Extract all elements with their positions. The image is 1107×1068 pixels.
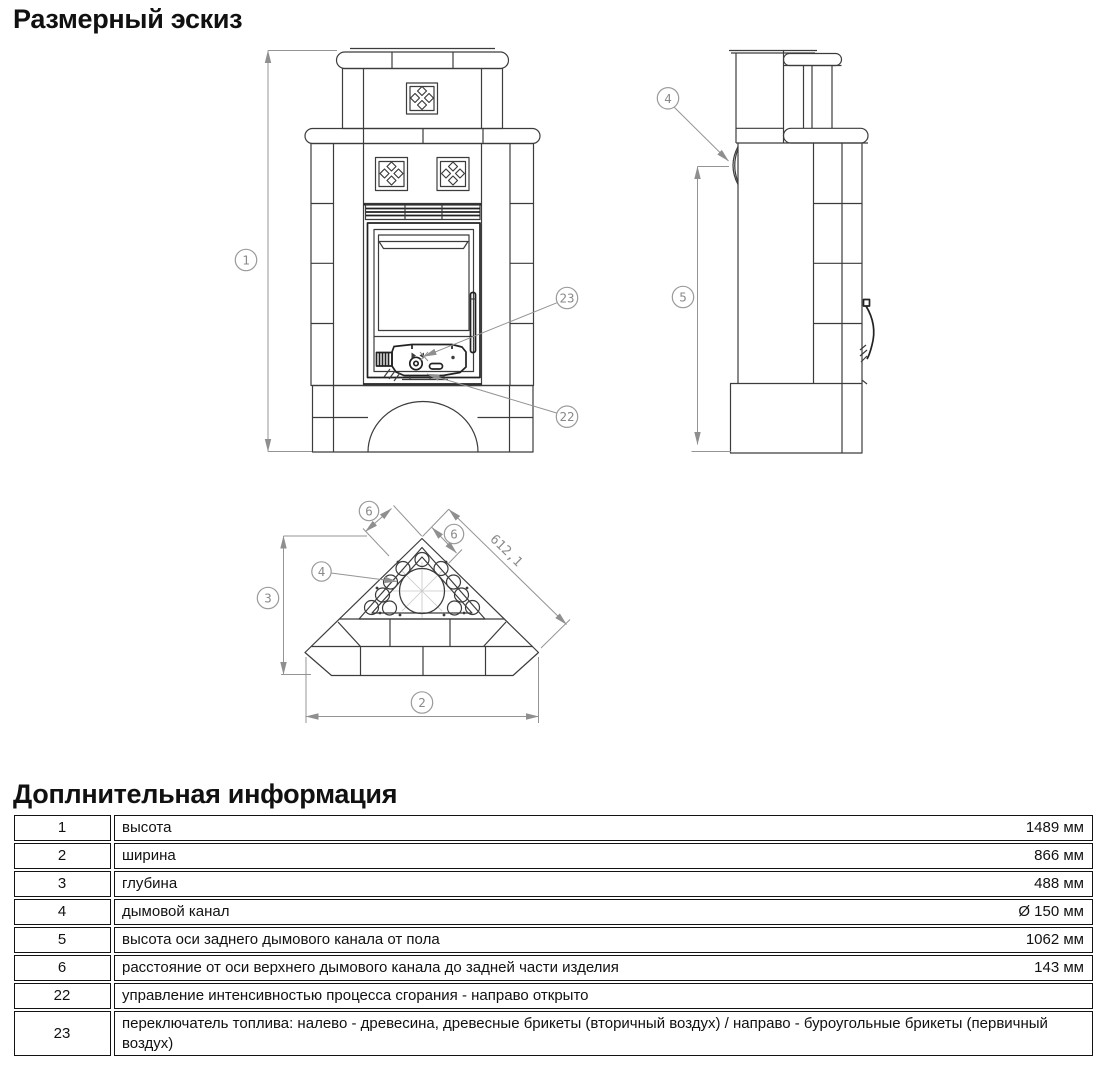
table-row bbox=[14, 983, 1093, 1009]
svg-text:3: 3 bbox=[264, 590, 272, 606]
table-row bbox=[14, 843, 1093, 869]
row-number: 5 bbox=[14, 927, 111, 953]
row-number: 2 bbox=[14, 843, 111, 869]
table-row bbox=[14, 871, 1093, 897]
row-label: расстояние от оси верхнего дымового канала до задней части изделия bbox=[122, 959, 619, 977]
row-label: дымовой канал bbox=[122, 903, 230, 921]
row-number: 23 bbox=[14, 1011, 111, 1056]
row-number: 1 bbox=[14, 815, 111, 841]
table-row bbox=[14, 927, 1093, 953]
callout-6-right bbox=[444, 524, 463, 543]
sketch-section-title: Размерный эскиз bbox=[13, 4, 243, 34]
additional-info-table bbox=[11, 813, 1096, 1058]
row-number: 4 bbox=[14, 899, 111, 925]
table-row bbox=[14, 1011, 1093, 1056]
svg-text:5: 5 bbox=[679, 289, 687, 305]
callout-6-left bbox=[359, 501, 378, 520]
front-view bbox=[235, 49, 577, 453]
row-value: 866 мм bbox=[1034, 847, 1084, 865]
fuel-switch-knob bbox=[410, 357, 422, 369]
row-label: глубина bbox=[122, 875, 178, 893]
smoke-outlet bbox=[733, 147, 738, 185]
svg-text:1: 1 bbox=[242, 252, 250, 268]
svg-text:6: 6 bbox=[450, 526, 458, 542]
decor-tile-right bbox=[437, 158, 469, 191]
row-value: 1489 мм bbox=[1025, 819, 1084, 837]
row-label: переключатель топлива: налево - древесина, древесные брикеты (вторичный воздух) / направо - буроугольные брикеты (первичный воздух) bbox=[122, 1015, 1048, 1052]
svg-text:6: 6 bbox=[365, 503, 373, 519]
svg-text:23: 23 bbox=[559, 290, 575, 306]
callout-4-flue-side bbox=[657, 88, 728, 161]
row-label: высота оси заднего дымового канала от пола bbox=[122, 931, 440, 949]
callout-1-height bbox=[235, 249, 256, 270]
svg-text:4: 4 bbox=[664, 90, 672, 106]
table-row bbox=[14, 899, 1093, 925]
intensity-slider-slot bbox=[430, 364, 443, 370]
table-row bbox=[14, 815, 1093, 841]
row-label: высота bbox=[122, 819, 172, 837]
control-unit bbox=[377, 345, 467, 382]
row-value: 143 мм bbox=[1034, 959, 1084, 977]
table-row bbox=[14, 955, 1093, 981]
callout-2-width bbox=[411, 692, 432, 713]
callout-23-fuel-switch bbox=[420, 287, 578, 361]
diagonal-dimension-label: 612,1 bbox=[486, 531, 526, 571]
top-view bbox=[257, 501, 570, 723]
row-number: 3 bbox=[14, 871, 111, 897]
side-view bbox=[657, 51, 873, 454]
row-value: Ø 150 мм bbox=[1018, 903, 1084, 921]
row-label: управление интенсивностью процесса сгорания - направо открыто bbox=[122, 987, 589, 1005]
decor-tile-top bbox=[411, 87, 434, 110]
info-section-title: Доплнительная информация bbox=[13, 779, 398, 809]
row-value: 1062 мм bbox=[1025, 931, 1084, 949]
row-value: 488 мм bbox=[1034, 875, 1084, 893]
svg-text:2: 2 bbox=[418, 695, 426, 710]
row-label: ширина bbox=[122, 847, 176, 865]
decor-tile-left bbox=[376, 158, 408, 191]
callout-5-rear-flue-height bbox=[672, 286, 693, 307]
row-number: 6 bbox=[14, 955, 111, 981]
svg-text:4: 4 bbox=[317, 564, 326, 579]
svg-text:22: 22 bbox=[559, 409, 575, 425]
row-number: 22 bbox=[14, 983, 111, 1009]
callout-3-depth bbox=[257, 587, 278, 608]
callout-22-intensity bbox=[427, 374, 578, 427]
